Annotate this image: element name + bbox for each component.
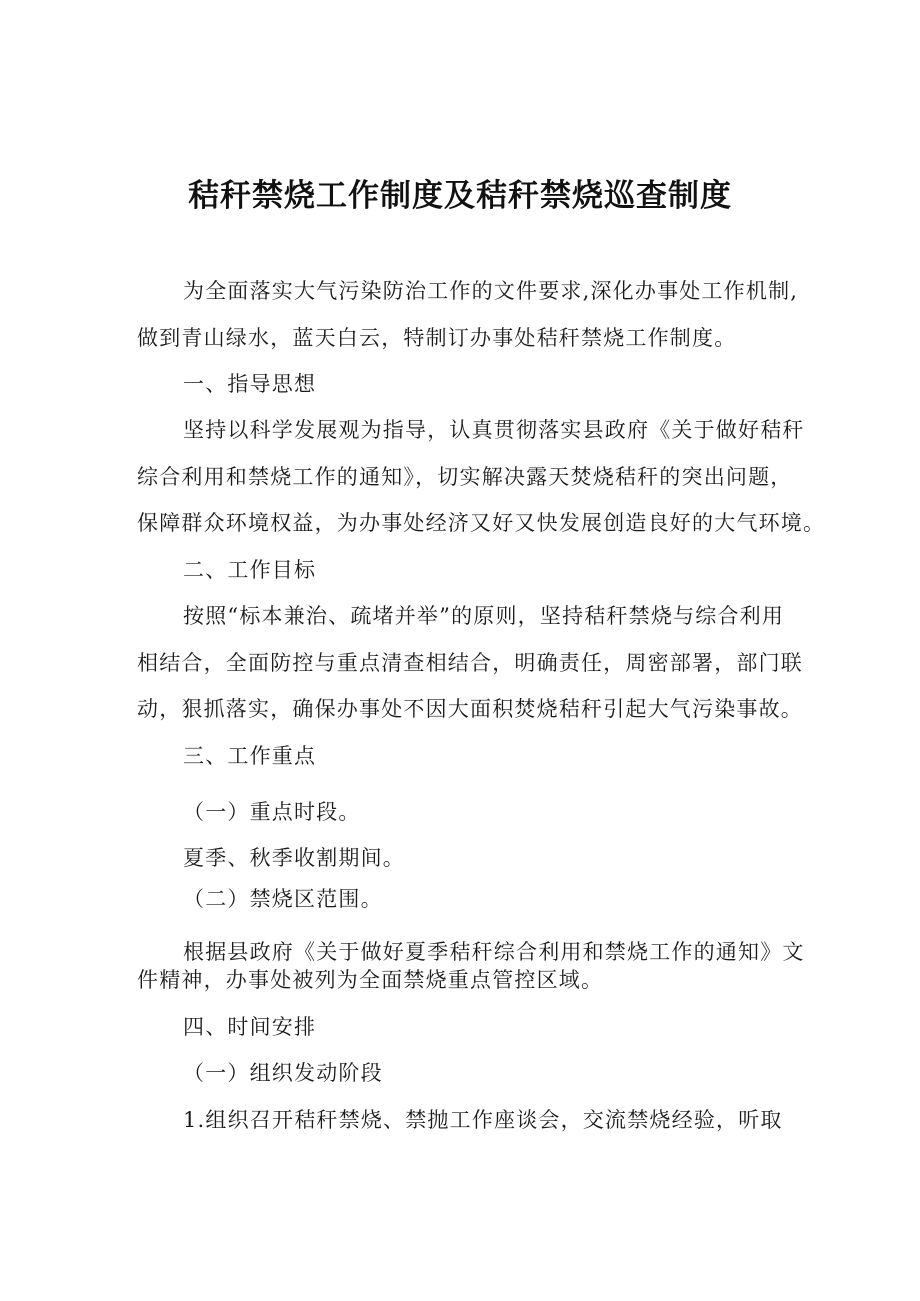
paragraph-line: 保障群众环境权益，为办事处经济又好又快发展创造良好的大气环境。 xyxy=(137,511,826,535)
subsection-heading: （一）重点时段。 xyxy=(183,800,361,824)
paragraph-line: 坚持以科学发展观为指导，认真贯彻落实县政府《关于做好秸秆 xyxy=(183,418,805,442)
section-heading: 一、指导思想 xyxy=(183,372,317,396)
section-heading: 二、工作目标 xyxy=(183,558,317,582)
paragraph-line: 为全面落实大气污染防治工作的文件要求,深化办事处工作机制, xyxy=(183,279,799,303)
section-heading: 四、时间安排 xyxy=(183,1015,317,1039)
paragraph-line: 综合利用和禁烧工作的通知》，切实解决露天焚烧秸秆的突出问题， xyxy=(137,465,793,489)
section-heading: 三、工作重点 xyxy=(183,744,317,768)
paragraph-line: 相结合，全面防控与重点清查相结合，明确责任，周密部署，部门联 xyxy=(137,651,803,675)
paragraph-line: 件精神，办事处被列为全面禁烧重点管控区域。 xyxy=(137,968,604,992)
paragraph-line: 动，狠抓落实，确保办事处不因大面积焚烧秸秆引起大气污染事故。 xyxy=(137,697,803,721)
subsection-heading: （二）禁烧区范围。 xyxy=(183,887,383,911)
paragraph-line: 做到青山绿水，蓝天白云，特制订办事处秸秆禁烧工作制度。 xyxy=(137,326,737,350)
paragraph-line: 夏季、秋季收割期间。 xyxy=(183,846,405,870)
document-title: 秸秆禁烧工作制度及秸秆禁烧巡查制度 xyxy=(188,178,732,214)
subsection-heading: （一）组织发动阶段 xyxy=(183,1061,383,1085)
paragraph-line: 1.组织召开秸秆禁烧、禁抛工作座谈会，交流禁烧经验，听取 xyxy=(183,1108,783,1132)
paragraph-line: 根据县政府《关于做好夏季秸秆综合利用和禁烧工作的通知》文 xyxy=(183,940,805,964)
paragraph-line: 按照“标本兼治、疏堵并举”的原则，坚持秸秆禁烧与综合利用 xyxy=(183,604,785,628)
